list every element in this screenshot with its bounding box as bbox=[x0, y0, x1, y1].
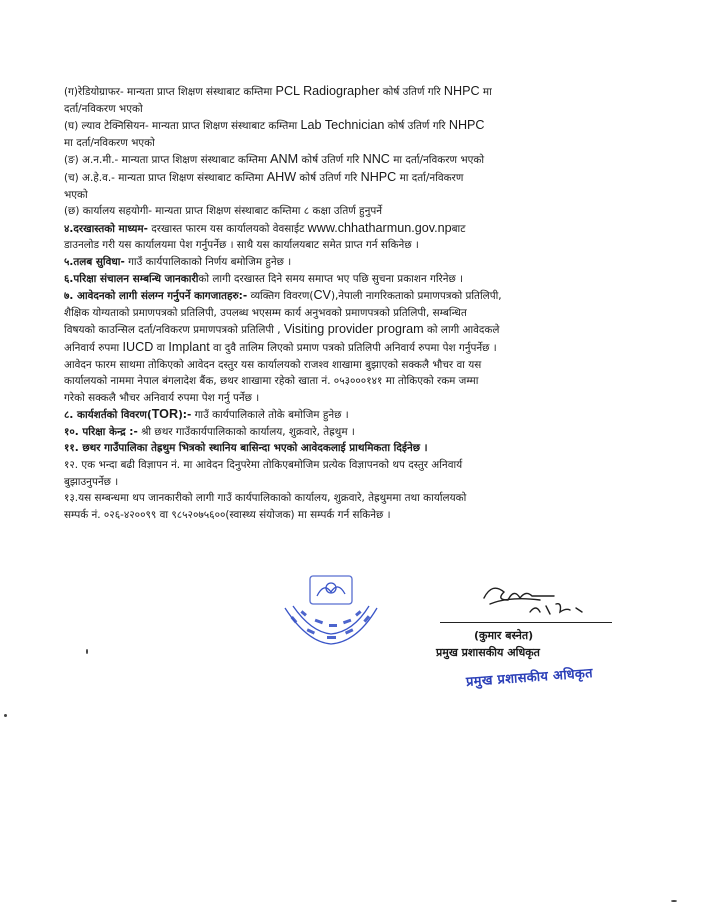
signatory-name: (कुमार बस्नेत) bbox=[474, 629, 534, 642]
scan-speck bbox=[4, 714, 7, 717]
section-contact-cont: सम्पर्क नं. ०२६-४२००९९ वा ९८५२०७५६००(स्वास्थ्य संयोजक) मा सम्पर्क गर्न सकिनेछ । bbox=[64, 508, 391, 521]
qualification-ahw: (च) अ.हे.व.- मान्यता प्राप्त शिक्षण संस्थाबाट कम्तिमा AHW कोर्ष उतिर्ण गरि NHPC मा दर्ता/नविकरण bbox=[64, 169, 464, 184]
section-salary: ५.तलब सुविधा- गाउँ कार्यपालिकाको निर्णय बमोजिम हुनेछ । bbox=[64, 255, 292, 268]
qualification-radiographer: (ग)रेडियोग्राफर- मान्यता प्राप्त शिक्षण संस्थाबाट कम्तिमा PCL Radiographer कोर्ष उतिर्ण गरि NHPC मा bbox=[64, 84, 492, 98]
qualification-ahw-cont: भएको bbox=[64, 188, 88, 201]
signatory-designation: प्रमुख प्रशासकीय अधिकृत bbox=[436, 646, 540, 659]
office-seal bbox=[277, 572, 385, 650]
qualification-lab-technician: (घ) ल्याव टेक्निसियन- मान्यता प्राप्त शिक्षण संस्थाबाट कम्तिमा Lab Technician कोर्ष उतिर्ण गरि NHPC bbox=[64, 118, 485, 133]
section-multiple-applications-cont: बुझाउनुपर्नेछ । bbox=[64, 475, 119, 488]
section-application-medium: ४.दरखास्तको माध्यम- दरखास्त फारम यस कार्यालयको वेवसाईट www.chhatharmun.gov.npबाट bbox=[64, 220, 466, 235]
qualification-radiographer-cont: दर्ता/नविकरण भएको bbox=[64, 102, 143, 115]
section-documents-cont-4: आवेदन फारम साथमा तोकिएको आवेदन दस्तुर यस कार्यालयको राजश्व शाखामा बुझाएको सक्कलै भौचर वा यस bbox=[64, 358, 482, 371]
qualification-office-assistant: (छ) कार्यालय सहयोगी- मान्यता प्राप्त शिक्षण संस्थाबाट कम्तिमा ८ कक्षा उतिर्ण हुनुपर्ने bbox=[64, 205, 383, 218]
section-exam-center: १०. परिक्षा केन्द्र :- श्री छथर गाउँकार्यपालिकाको कार्यालय, शुक्रवारे, तेह्रथुम । bbox=[64, 425, 355, 438]
handwritten-signature bbox=[470, 578, 620, 628]
scan-speck bbox=[671, 900, 677, 902]
section-documents-cont-2: विषयको काउन्सिल दर्ता/नविकरण प्रमाणपत्रको प्रतिलिपी , Visiting provider program को लागी आवेदकले bbox=[64, 322, 500, 337]
qualification-lab-technician-cont: मा दर्ता/नविकरण भएको bbox=[64, 136, 155, 149]
section-application-medium-cont: डाउनलोड गरी यस कार्यालयमा पेश गर्नुपर्नेछ । साथै यस कार्यालयबाट समेत प्राप्त गर्न सकिनेछ । bbox=[64, 239, 419, 252]
section-documents-cont-3: अनिवार्य रुपमा IUCD वा Implant वा दुवै तालिम लिएको प्रमाण पत्रको प्रतिलिपी अनिवार्य रुपमा पेश गर्नुपर्नेछ । bbox=[64, 339, 497, 354]
notice-body bbox=[64, 84, 619, 524]
section-contact: १३.यस सम्बन्धमा थप जानकारीको लागी गाउँ कार्यपालिकाको कार्यालय, शुक्रवारे, तेह्रथुममा तथा कार्यालयको bbox=[64, 492, 467, 505]
qualification-anm: (ङ) अ.न.मी.- मान्यता प्राप्त शिक्षण संस्थाबाट कम्तिमा ANM कोर्ष उतिर्ण गरि NNC मा दर्ता/नविकरण भएको bbox=[64, 152, 485, 167]
signature-line bbox=[440, 622, 612, 623]
section-priority: ११. छथर गाउँपालिका तेह्रथुम भित्रको स्थानिय बासिन्दा भएको आवेदकलाई प्राथमिकता दिईनेछ । bbox=[64, 442, 428, 455]
section-multiple-applications: १२. एक भन्दा बढी विज्ञापन नं. मा आवेदन दिनुपरेमा तोकिएबमोजिम प्रत्येक विज्ञापनको थप दस्तुर अनिवार्य bbox=[64, 459, 463, 472]
section-documents-cont-5: कार्यालयको नाममा नेपाल बंगलादेश बैंक, छथर शाखामा रहेको खाता नं. ०५३०००१४१ मा तोकिएको रकम जम्मा bbox=[64, 375, 479, 388]
section-exam-info: ६.परिक्षा संचालन सम्बन्धि जानकारीको लागी दरखास्त दिने समय समाप्त भए पछि सुचना प्रकाशन गरिनेछ । bbox=[64, 272, 464, 285]
designation-stamp: प्रमुख प्रशासकीय अधिकृत bbox=[465, 666, 594, 690]
section-tor: ८. कार्यशर्तको विवरण(TOR):- गाउँ कार्यपालिकाले तोके बमोजिम हुनेछ । bbox=[64, 407, 349, 422]
section-documents: ७. आवेदनको लागी संलग्न गर्नुपर्ने कागजातहरु:- व्यक्तिग विवरण(CV),नेपाली नागरिकताको प्रमाणपत्रको प्रतिलिपी, bbox=[64, 288, 502, 303]
section-documents-cont-1: शैक्षिक योग्यताको प्रमाणपत्रको प्रतिलिपी, उपलब्ध भएसम्म कार्य अनुभवको प्रमाणपत्रको प्रतिलिपी, सम्बन्धित bbox=[64, 306, 467, 319]
section-documents-cont-6: गरेको सक्कलै भौचर अनिवार्य रुपमा पेश गर्नु पर्नेछ । bbox=[64, 391, 260, 404]
scan-speck bbox=[86, 649, 88, 654]
